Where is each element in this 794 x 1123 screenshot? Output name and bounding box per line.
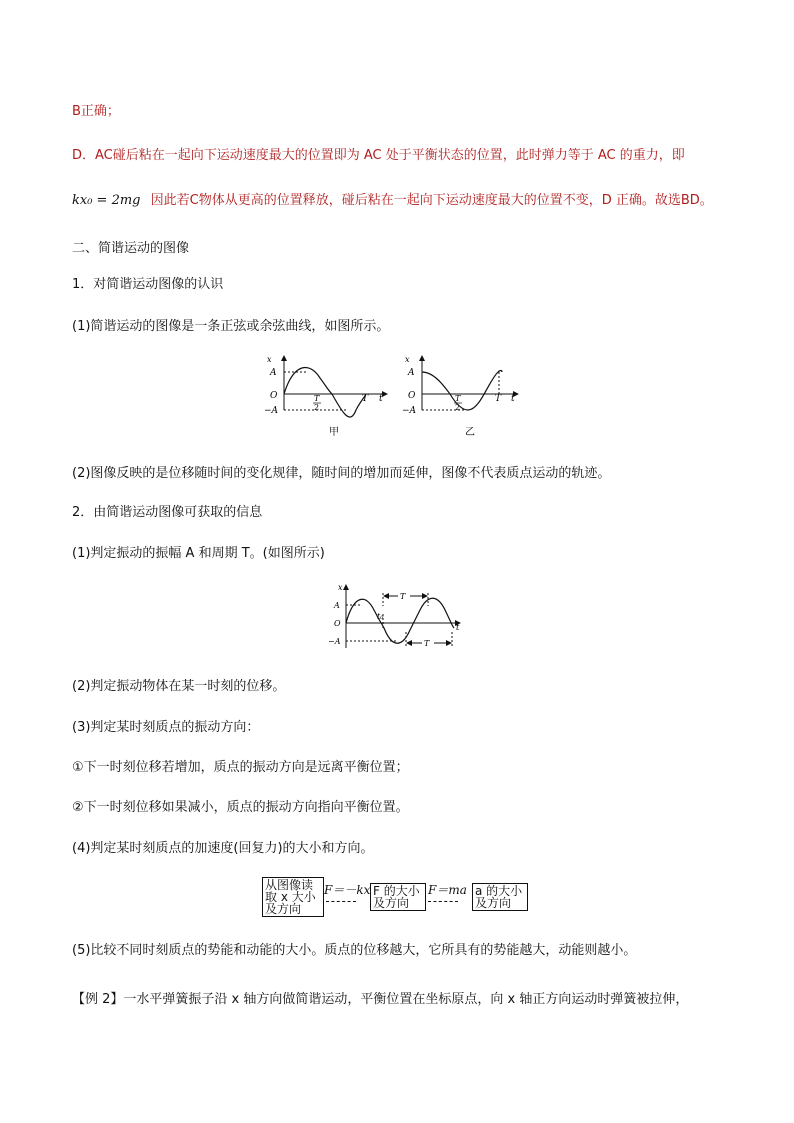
- flow-formula-newton: F＝ma: [428, 883, 467, 897]
- flow-box-force: [370, 883, 426, 911]
- axis-t-label: t: [511, 394, 515, 404]
- label-half-T-num: T: [455, 394, 461, 403]
- item1-heading: 1．对简谐运动图像的认识: [72, 277, 224, 292]
- answer-d-line-2: 因此若C物体从更高的位置释放，碰后粘在一起向下运动速度最大的位置不变，D 正确。故选BD。: [150, 193, 713, 208]
- answer-d-line-2-wrapper: [72, 192, 713, 210]
- item2-3: (3)判定某时刻质点的振动方向：: [72, 720, 260, 735]
- figure-amplitude-period: [326, 582, 466, 652]
- item2-3b: ②下一时刻位移如果减小，质点的振动方向指向平衡位置。: [72, 800, 409, 815]
- answer-d-line-1: D．AC碰后粘在一起向下运动速度最大的位置即为 AC 处于平衡状态的位置，此时弹力等于 AC 的重力，即: [72, 148, 685, 163]
- label-A: A: [270, 368, 277, 378]
- label-O: O: [334, 619, 341, 628]
- axis-t-label: t: [379, 394, 383, 404]
- item1-1: (1)简谐运动的图像是一条正弦或余弦曲线，如图所示。: [72, 319, 390, 334]
- label-t0: t₀: [377, 612, 384, 621]
- label-A: A: [408, 368, 415, 378]
- label-A: A: [334, 601, 340, 610]
- flow-box3-line1: a 的大小: [475, 884, 523, 898]
- item2-2: (2)判定振动物体在某一时刻的位移。: [72, 679, 286, 694]
- item1-2: (2)图像反映的是位移随时间的变化规律，随时间的增加而延伸，图像不代表质点运动的轨迹。: [72, 466, 611, 481]
- label-O: O: [270, 391, 278, 401]
- flow-box2-line2: 及方向: [373, 896, 410, 910]
- flow-box-read-x: [262, 877, 324, 917]
- section-title: 二、简谐运动的图像: [72, 241, 190, 256]
- item2-4: (4)判定某时刻质点的加速度(回复力)的大小和方向。: [72, 841, 374, 856]
- label-half-T-den: 2: [455, 403, 461, 412]
- item2-1: (1)判定振动的振幅 A 和周期 T。(如图所示): [72, 546, 325, 561]
- flow-box1-line1: 从图像读: [265, 878, 314, 892]
- label-neg-A: −A: [328, 637, 341, 646]
- flow-box1-line3: 及方向: [265, 902, 302, 916]
- flow-arrow-2: [428, 901, 458, 902]
- flow-box3-line2: 及方向: [475, 896, 512, 910]
- axis-t-label: t: [456, 623, 460, 632]
- axis-x-label: x: [338, 583, 343, 592]
- flow-diagram: [262, 877, 532, 917]
- flow-box1-line2: 取 x 大小: [265, 890, 316, 904]
- item2-heading: 2．由简谐运动图像可获取的信息: [72, 505, 263, 520]
- label-T: T: [362, 394, 369, 404]
- example-2: 【例 2】一水平弹簧振子沿 x 轴方向做简谐运动，平衡位置在坐标原点，向 x 轴正方向运动时弹簧被拉伸，: [72, 992, 689, 1007]
- item2-5: (5)比较不同时刻质点的势能和动能的大小。质点的位移越大，它所具有的势能越大，动能则越小。: [72, 943, 637, 958]
- axis-x-label: x: [267, 355, 272, 364]
- answer-b-line: B正确；: [72, 104, 120, 119]
- caption-yi: 乙: [465, 427, 475, 438]
- flow-box2-line1: F 的大小: [373, 884, 420, 898]
- label-T-bottom: T: [424, 639, 430, 648]
- graph-yi: [402, 355, 518, 438]
- label-T: T: [495, 394, 502, 404]
- caption-jia: 甲: [329, 427, 339, 438]
- axis-x-label: x: [405, 355, 410, 364]
- label-half-T-num: T: [314, 394, 320, 403]
- graph-jia: [264, 355, 387, 438]
- flow-box-acceleration: [472, 883, 528, 911]
- figure-jia-yi: [262, 352, 522, 442]
- flow-arrow-1: [326, 901, 356, 902]
- label-O: O: [408, 391, 416, 401]
- answer-d-formula: kx₀ = 2mg: [72, 193, 141, 208]
- label-half-T-den: 2: [314, 403, 320, 412]
- item2-3a: ①下一时刻位移若增加，质点的振动方向是远离平衡位置；: [72, 760, 409, 775]
- label-neg-A: −A: [264, 406, 279, 416]
- label-T-top: T: [400, 592, 406, 601]
- label-neg-A: −A: [402, 406, 417, 416]
- flow-formula-hooke: F＝－kx: [324, 883, 371, 897]
